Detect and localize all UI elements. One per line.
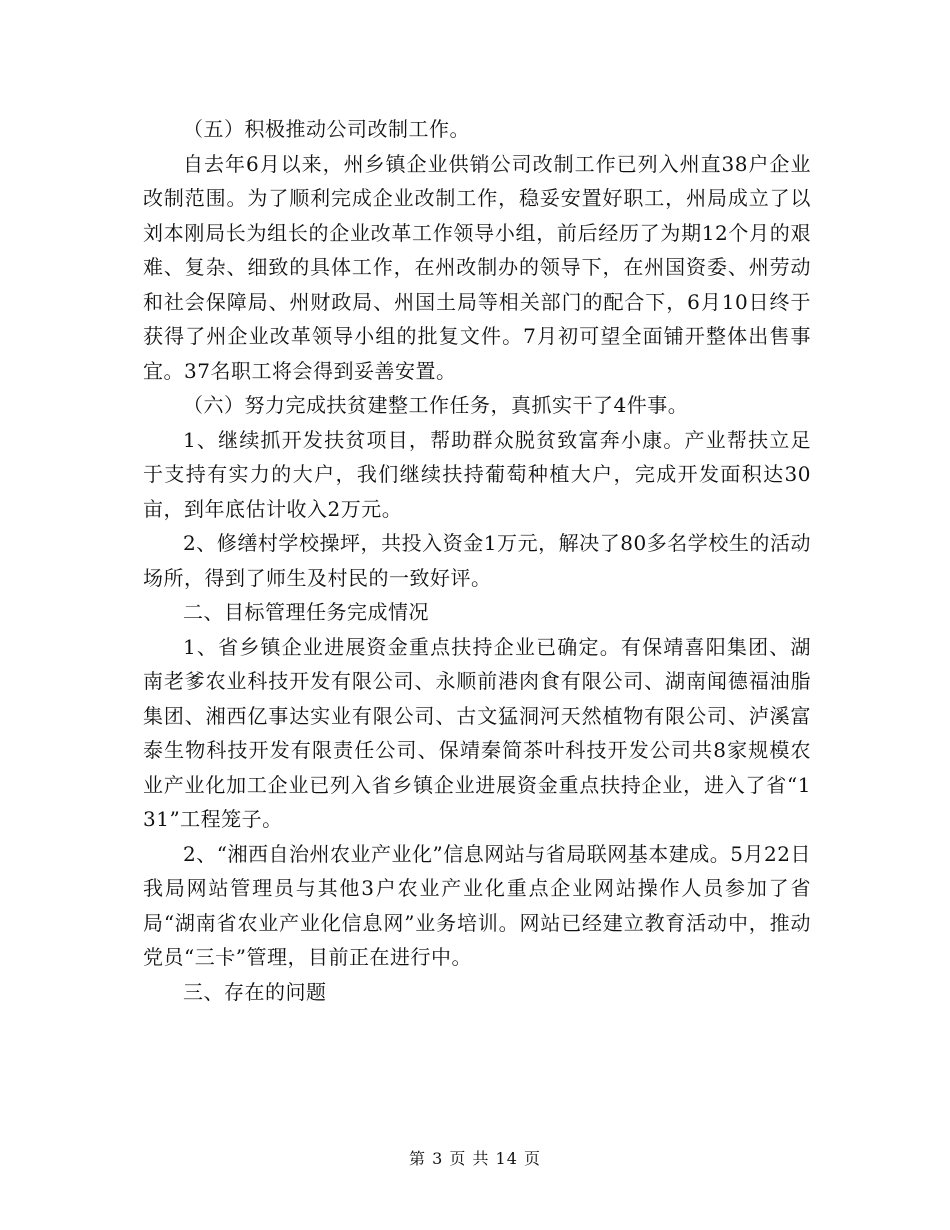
paragraph-school-repair: 2、修缮村学校操坪，共投入资金1万元，解决了80多名学校生的活动场所，得到了师生及村民的一致好评。 bbox=[143, 531, 811, 590]
paragraph-website: 2、“湘西自治州农业产业化”信息网站与省局联网基本建成。5月22日我局网站管理员与其他3户农业产业化重点企业网站操作人员参加了省局“湖南省农业产业化信息网”业务培训。网站已经建立教育活动中，推动党员“三卡”管理，目前正在进行中。 bbox=[143, 841, 811, 969]
section-heading-problems: 三、存在的问题 bbox=[183, 979, 327, 1004]
section-heading-six: （六）努力完成扶贫建整工作任务，真抓实干了4件事。 bbox=[183, 393, 689, 417]
page-footer: 第 3 页 共 14 页 bbox=[409, 1149, 541, 1168]
section-heading-target-management: 二、目标管理任务完成情况 bbox=[183, 600, 429, 624]
paragraph-poverty-project: 1、继续抓开发扶贫项目，帮助群众脱贫致富奔小康。产业帮扶立足于支持有实力的大户，我们继续扶持葡萄种植大户，完成开发面积达30亩，到年底估计收入2万元。 bbox=[143, 427, 811, 521]
paragraph-company-reform: 自去年6月以来，州乡镇企业供销公司改制工作已列入州直38户企业改制范围。为了顺利完成企业改制工作，稳妥安置好职工，州局成立了以刘本刚局长为组长的企业改革工作领导小组，前后经历了为期12个月的艰难、复杂、细致的具体工作，在州改制办的领导下，在州国资委、州劳动和社会保障局、州财政局、州国土局等相关部门的配合下，6月10日终于获得了州企业改革领导小组的批复文件。7月初可望全面铺开整体出售事宜。37名职工将会得到妥善安置。 bbox=[143, 151, 811, 383]
paragraph-key-enterprises: 1、省乡镇企业进展资金重点扶持企业已确定。有保靖喜阳集团、湖南老爹农业科技开发有限公司、永顺前港肉食有限公司、湖南闻德福油脂集团、湘西亿事达实业有限公司、古文猛洞河天然植物有限公司、泸溪富泰生物科技开发有限责任公司、保靖秦简茶叶科技开发公司共8家规模农业产业化加工企业已列入省乡镇企业进展资金重点扶持企业，进入了省“131”工程笼子。 bbox=[143, 634, 811, 831]
section-heading-five: （五）积极推动公司改制工作。 bbox=[183, 117, 470, 141]
document-body bbox=[143, 112, 811, 1009]
